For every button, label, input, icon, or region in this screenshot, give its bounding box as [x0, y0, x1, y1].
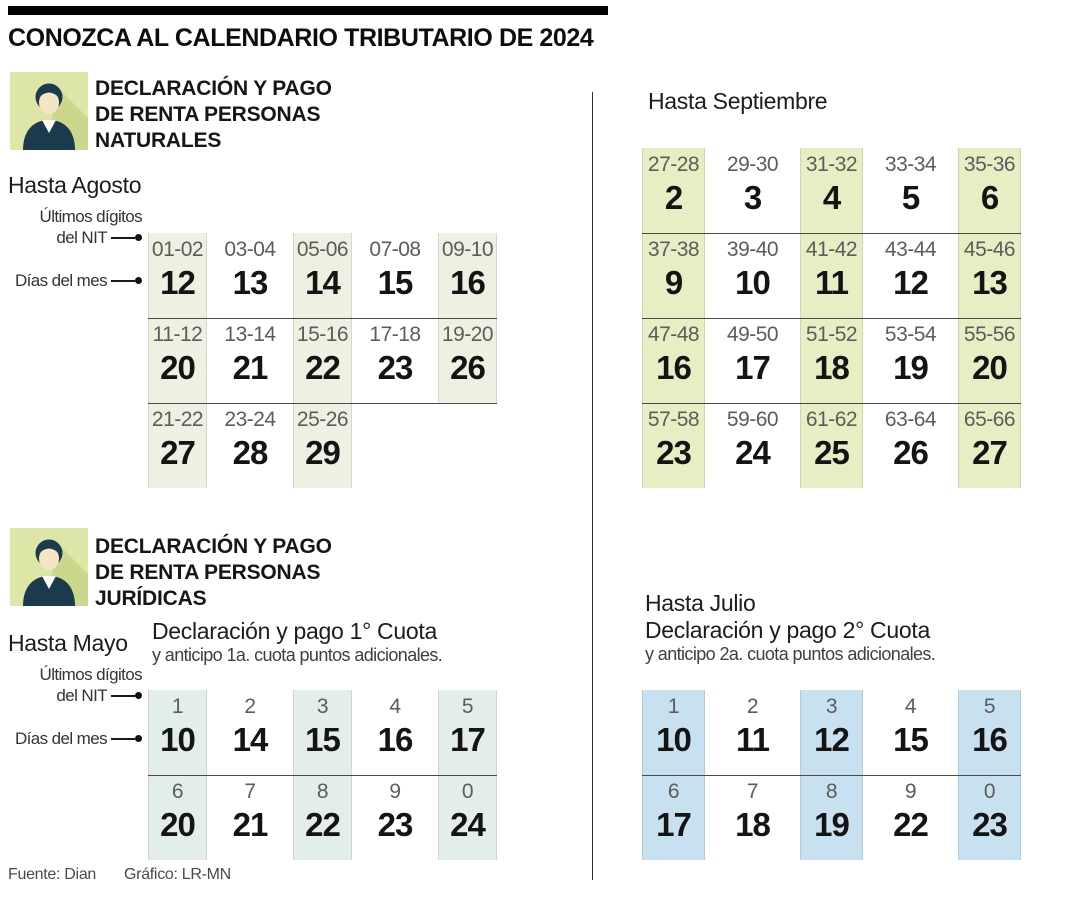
nit-range: 17-18: [369, 323, 421, 346]
calendar-cell: [958, 318, 1021, 403]
pointer-line: [111, 237, 135, 239]
nit-digit: 2: [244, 695, 256, 718]
heading-line: NATURALES: [95, 129, 222, 152]
due-day: 19: [814, 806, 849, 843]
due-day: 13: [232, 264, 268, 301]
row-divider: [642, 775, 1021, 776]
nit-digit: 4: [904, 695, 917, 718]
due-day: 12: [814, 721, 849, 758]
due-day: 6: [980, 179, 999, 216]
heading-line: DE RENTA PERSONAS: [95, 103, 321, 126]
axis-label-days-text: Días del mes: [14, 271, 107, 290]
nit-range: 21-22: [151, 408, 204, 431]
nit-digit: 7: [244, 780, 256, 803]
row-divider: [642, 403, 1021, 404]
nit-range: 63-64: [884, 408, 937, 431]
calendar-cell: [642, 775, 705, 860]
month-label-agosto: Hasta Agosto: [8, 172, 142, 198]
due-day: 21: [232, 349, 268, 386]
nit-range: 57-58: [647, 408, 700, 431]
section-divider: [592, 92, 593, 880]
due-day: 26: [893, 434, 928, 471]
nit-digit: 3: [825, 695, 838, 718]
nit-digit: 2: [746, 695, 759, 718]
nit-range: 29-30: [726, 153, 779, 176]
nit-range: 39-40: [726, 238, 779, 261]
due-day: 23: [972, 806, 1007, 843]
calendar-cell: [148, 775, 207, 860]
row-divider: [148, 775, 497, 776]
calendar-cell: [148, 403, 207, 488]
due-day: 14: [232, 721, 268, 758]
calendar-cell: [148, 690, 207, 775]
calendar-cell: [366, 775, 425, 860]
month-label-mayo: Hasta Mayo: [8, 630, 128, 656]
nit-digit: 9: [904, 780, 917, 803]
calendar-cell: [366, 233, 425, 318]
subtitle-primera-cuota: Declaración y pago 1° Cuota: [152, 618, 437, 644]
nit-range: 03-04: [224, 238, 276, 261]
nit-range: 13-14: [224, 323, 276, 346]
calendar-cell: [221, 233, 280, 318]
due-day: 22: [893, 806, 928, 843]
calendar-cell: [221, 403, 280, 488]
calendar-cell: [293, 233, 352, 318]
nit-range: 15-16: [296, 323, 349, 346]
title-rule: [8, 6, 608, 15]
calendar-cell: [958, 775, 1021, 860]
source-credit: Fuente: Dian: [8, 866, 97, 883]
note-segunda-cuota: y anticipo 2a. cuota puntos adicionales.: [645, 644, 936, 664]
nit-digit: 3: [316, 695, 329, 718]
heading-line: JURÍDICAS: [95, 587, 207, 610]
due-day: 15: [893, 721, 928, 758]
table-row: [148, 233, 497, 318]
axis-label-days: [0, 728, 142, 749]
due-day: 5: [901, 179, 920, 216]
calendar-cell: [438, 318, 497, 403]
due-day: 16: [377, 721, 413, 758]
calendar-cell: [721, 403, 784, 488]
calendar-cell: [879, 690, 942, 775]
calendar-cell: [293, 403, 352, 488]
subtitle-segunda-cuota: Declaración y pago 2° Cuota: [645, 617, 930, 643]
calendar-cell: [879, 148, 942, 233]
heading-line: DECLARACIÓN Y PAGO: [95, 535, 332, 558]
calendar-cell: [293, 318, 352, 403]
calendar-cell: [721, 233, 784, 318]
axis-label-nit-line1: Últimos dígitos: [39, 665, 142, 684]
calendar-cell: [642, 690, 705, 775]
nit-range: 23-24: [224, 408, 276, 431]
calendar-table-mayo: [148, 690, 497, 860]
calendar-cell: [221, 690, 280, 775]
calendar-cell: [721, 318, 784, 403]
calendar-cell: [721, 775, 784, 860]
table-row: [148, 690, 497, 775]
calendar-cell: [221, 318, 280, 403]
calendar-cell: [879, 233, 942, 318]
table-row: [148, 403, 497, 488]
nit-range: 33-34: [884, 153, 937, 176]
table-row: [148, 775, 497, 860]
person-icon: [10, 528, 88, 606]
nit-digit: 6: [667, 780, 680, 803]
pointer-dot: [135, 234, 142, 241]
due-day: 20: [160, 349, 195, 386]
graphic-credit: Gráfico: LR-MN: [124, 866, 231, 883]
section-heading-juridicas: [95, 534, 332, 612]
nit-range: 45-46: [963, 238, 1016, 261]
due-day: 14: [305, 264, 340, 301]
calendar-cell: [800, 148, 863, 233]
due-day: 26: [450, 349, 485, 386]
due-day: 16: [450, 264, 485, 301]
calendar-cell: [958, 690, 1021, 775]
due-day: 13: [972, 264, 1007, 301]
axis-label-nit-line2: del NIT: [56, 228, 107, 247]
calendar-cell: [800, 318, 863, 403]
nit-digit: 1: [171, 695, 184, 718]
calendar-cell: [293, 775, 352, 860]
calendar-table-septiembre: [642, 148, 1021, 488]
due-day: 15: [377, 264, 413, 301]
heading-line: DECLARACIÓN Y PAGO: [95, 77, 332, 100]
due-day: 20: [972, 349, 1007, 386]
nit-range: 01-02: [151, 238, 204, 261]
due-day: 2: [664, 179, 683, 216]
footer: [8, 866, 231, 884]
table-row: [642, 318, 1021, 403]
nit-range: 31-32: [805, 153, 858, 176]
calendar-cell: [438, 233, 497, 318]
due-day: 12: [893, 264, 928, 301]
calendar-cell: [958, 233, 1021, 318]
axis-label-nit: [0, 206, 142, 248]
calendar-cell: [438, 690, 497, 775]
due-day: 17: [450, 721, 485, 758]
nit-range: 51-52: [805, 323, 858, 346]
calendar-cell: [642, 403, 705, 488]
pointer-line: [111, 738, 135, 740]
nit-digit: 8: [316, 780, 329, 803]
due-day: 3: [743, 179, 762, 216]
nit-range: 43-44: [884, 238, 937, 261]
due-day: 22: [305, 349, 340, 386]
calendar-cell: [958, 148, 1021, 233]
due-day: 29: [305, 434, 340, 471]
nit-range: 47-48: [647, 323, 700, 346]
calendar-cell: [800, 690, 863, 775]
nit-digit: 8: [825, 780, 838, 803]
due-day: 21: [232, 806, 268, 843]
nit-range: 05-06: [296, 238, 349, 261]
calendar-cell: [879, 775, 942, 860]
calendar-cell: [958, 403, 1021, 488]
table-row: [642, 775, 1021, 860]
due-day: 16: [972, 721, 1007, 758]
note-primera-cuota: y anticipo 1a. cuota puntos adicionales.: [152, 645, 443, 665]
due-day: 19: [893, 349, 928, 386]
due-day: 22: [305, 806, 340, 843]
due-day: 23: [377, 806, 413, 843]
nit-range: 59-60: [726, 408, 779, 431]
section-heading-naturales: [95, 76, 332, 154]
heading-line: DE RENTA PERSONAS: [95, 561, 321, 584]
axis-label-nit: [0, 664, 142, 706]
nit-range: 11-12: [152, 323, 203, 346]
table-row: [148, 318, 497, 403]
due-day: 10: [656, 721, 691, 758]
calendar-cell: [800, 233, 863, 318]
pointer-line: [111, 695, 135, 697]
nit-digit: 0: [983, 780, 996, 803]
due-day: 20: [160, 806, 195, 843]
nit-range: 53-54: [884, 323, 937, 346]
due-day: 27: [160, 434, 195, 471]
nit-range: 65-66: [963, 408, 1016, 431]
calendar-cell: [148, 233, 207, 318]
due-day: 11: [815, 264, 848, 301]
due-day: 27: [972, 434, 1007, 471]
nit-range: 55-56: [963, 323, 1016, 346]
nit-range: 19-20: [441, 323, 494, 346]
due-day: 28: [232, 434, 268, 471]
axis-label-days-text: Días del mes: [14, 729, 107, 748]
page-title: CONOZCA AL CALENDARIO TRIBUTARIO DE 2024: [8, 24, 594, 52]
month-label-julio: Hasta Julio: [645, 590, 756, 616]
calendar-cell: [221, 775, 280, 860]
due-day: 24: [735, 434, 770, 471]
due-day: 9: [664, 264, 683, 301]
calendar-cell: [293, 690, 352, 775]
due-day: 15: [305, 721, 340, 758]
nit-digit: 0: [461, 780, 474, 803]
calendar-cell: [366, 318, 425, 403]
nit-digit: 9: [389, 780, 401, 803]
due-day: 4: [822, 179, 841, 216]
axis-label-nit-line2: del NIT: [56, 686, 107, 705]
row-divider: [148, 318, 497, 319]
nit-range: 35-36: [963, 153, 1016, 176]
nit-range: 27-28: [647, 153, 700, 176]
nit-digit: 5: [461, 695, 474, 718]
due-day: 11: [736, 721, 769, 758]
row-divider: [642, 233, 1021, 234]
due-day: 17: [656, 806, 691, 843]
due-day: 12: [160, 264, 195, 301]
due-day: 24: [450, 806, 485, 843]
table-row: [642, 690, 1021, 775]
nit-range: 49-50: [726, 323, 779, 346]
calendar-cell: [721, 690, 784, 775]
due-day: 10: [735, 264, 770, 301]
calendar-cell: [438, 775, 497, 860]
nit-range: 07-08: [369, 238, 421, 261]
nit-digit: 1: [667, 695, 680, 718]
pointer-dot: [135, 735, 142, 742]
calendar-table-julio: [642, 690, 1021, 860]
pointer-dot: [135, 277, 142, 284]
due-day: 23: [377, 349, 413, 386]
nit-digit: 5: [983, 695, 996, 718]
nit-range: 37-38: [647, 238, 700, 261]
month-label-septiembre: Hasta Septiembre: [648, 88, 828, 114]
calendar-cell: [800, 403, 863, 488]
due-day: 25: [814, 434, 849, 471]
axis-label-nit-line1: Últimos dígitos: [39, 207, 142, 226]
row-divider: [148, 403, 497, 404]
table-row: [642, 403, 1021, 488]
calendar-cell: [800, 775, 863, 860]
nit-digit: 7: [746, 780, 759, 803]
due-day: 16: [656, 349, 691, 386]
due-day: 18: [814, 349, 849, 386]
nit-digit: 6: [171, 780, 184, 803]
calendar-cell: [879, 318, 942, 403]
table-row: [642, 233, 1021, 318]
axis-label-days: [0, 270, 142, 291]
calendar-table-agosto: [148, 233, 497, 488]
calendar-cell: [721, 148, 784, 233]
calendar-cell: [366, 690, 425, 775]
pointer-dot: [135, 692, 142, 699]
person-icon: [10, 72, 88, 150]
calendar-cell: [148, 318, 207, 403]
table-row: [642, 148, 1021, 233]
due-day: 23: [656, 434, 691, 471]
row-divider: [642, 318, 1021, 319]
nit-range: 09-10: [441, 238, 494, 261]
due-day: 18: [735, 806, 770, 843]
nit-range: 41-42: [805, 238, 858, 261]
calendar-cell: [642, 148, 705, 233]
calendar-cell: [642, 233, 705, 318]
due-day: 17: [735, 349, 770, 386]
calendar-cell: [879, 403, 942, 488]
due-day: 10: [160, 721, 195, 758]
nit-range: 25-26: [296, 408, 349, 431]
nit-digit: 4: [389, 695, 401, 718]
pointer-line: [111, 280, 135, 282]
nit-range: 61-62: [805, 408, 858, 431]
calendar-cell: [642, 318, 705, 403]
